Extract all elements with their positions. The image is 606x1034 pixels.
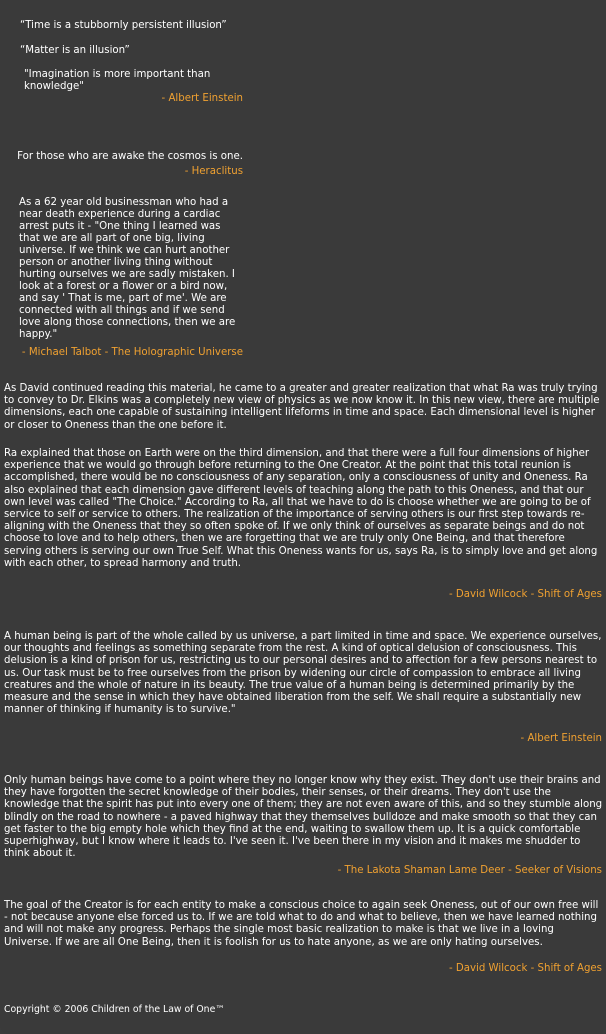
attribution-wilcock-2: - David Wilcock - Shift of Ages bbox=[448, 963, 602, 974]
quote-imagination bbox=[24, 69, 224, 93]
attribution-wilcock-1: - David Wilcock - Shift of Ages bbox=[448, 589, 602, 600]
quote-heraclitus bbox=[16, 151, 243, 163]
paragraph-creator-goal: The goal of the Creator is for each entity to make a conscious choice to again seek Oneness, out of our own free will - not because anyone else forced us to. If we are told what to do and what to believe, then we have learned nothing and will not make any progress. Perhaps the single most basic realization to make is that we live in a loving Universe. If we are all One Being, then it is foolish for us to hate anyone, as we are only hating ourselves. bbox=[4, 900, 599, 948]
paragraph-ra-physics: As David continued reading this material, he came to a greater and greater realization that what Ra was truly trying to convey to Dr. Elkins was a completely new view of physics as we now know it. In this new view, there are multiple dimensions, each one capable of sustaining intelligent lifeforms in time and space. Each dimensional level is higher or closer to Oneness than the one before it. bbox=[4, 383, 600, 431]
paragraph-einstein-human-being: A human being is part of the whole called by us universe, a part limited in time and space. We experience ourselves, our thoughts and feelings as something separate from the rest. A kind of optical delusion of consciousness. This delusion is a kind of prison for us, restricting us to our personal desires and to affection for a few persons nearest to us. Our task must be to free ourselves from the prison by widening our circle of compassion to embrace all living creatures and the whole of nature in its beauty. The true value of a human being is determined primarily by the measure and the sense in which they have obtained liberation from the self. We shall require a substantially new manner of thinking if humanity is to survive." bbox=[4, 631, 602, 716]
quote-text: As a 62 year old businessman who had a near death experience during a cardiac arrest puts it - "One thing I learned was that we are all part of one big, living universe. If we think we can hurt another person or another living thing without hurting ourselves we are sadly mistaken. I look at a forest or a flower or a bird now, and say ' That is me, part of me'. We are connected with all things and if we send love along those connections, then we are happy." bbox=[19, 197, 236, 340]
quote-text: “Time is a stubbornly persistent illusion” bbox=[20, 20, 227, 31]
quote-near-death bbox=[19, 197, 244, 341]
copyright-notice: Copyright © 2006 Children of the Law of One™ bbox=[4, 1004, 225, 1015]
paragraph-ra-choice: Ra explained that those on Earth were on the third dimension, and that there were a full four dimensions of higher experience that we would go through before returning to the One Creator. At the point that this total reunion is accomplished, there would be no consciousness of any separation, only a consciousness of unity and Oneness. Ra also explained that each dimension gave different levels of teaching along the path to this Oneness, and that our own level was called "The Choice." According to Ra, all that we have to do is choose whether we are going to be of service to self or service to others. The realization of the importance of serving others is our first step towards re-aligning with the Oneness that they so often spoke of. If we only think of ourselves as separate beings and do not choose to love and to help others, then we are forgetting that we are truly only One Being, and that therefore serving others is serving our own True Self. What this Oneness wants for us, says Ra, is to simply love and get along with each other, to spread harmony and truth. bbox=[4, 448, 598, 569]
quote-text: For those who are awake the cosmos is one. bbox=[17, 151, 243, 162]
attribution-talbot: - Michael Talbot - The Holographic Universe bbox=[21, 347, 243, 358]
quote-matter-illusion bbox=[20, 45, 248, 57]
attribution-heraclitus: - Heraclitus bbox=[184, 166, 243, 177]
paragraph-lame-deer: Only human beings have come to a point where they no longer know why they exist. They don't use their brains and they have forgotten the secret knowledge of their bodies, their senses, or their dreams. They don't use the knowledge that the spirit has put into every one of them; they are not even aware of this, and so they stumble along blindly on the road to nowhere - a paved highway that they themselves bulldoze and make smooth so that they can get faster to the big empty hole which they find at the end, waiting to swallow them up. It is a quick comfortable superhighway, but I know where it leads to. I've seen it. I've been there in my vision and it makes me shudder to think about it. bbox=[4, 775, 603, 860]
quote-text: "Imagination is more important than knowledge" bbox=[24, 69, 211, 92]
quote-time-illusion bbox=[20, 20, 248, 32]
attribution-einstein-2: - Albert Einstein bbox=[520, 733, 602, 744]
attribution-einstein-1: - Albert Einstein bbox=[161, 93, 243, 104]
attribution-lame-deer: - The Lakota Shaman Lame Deer - Seeker of Visions bbox=[337, 865, 602, 876]
quote-text: “Matter is an illusion” bbox=[20, 45, 130, 56]
